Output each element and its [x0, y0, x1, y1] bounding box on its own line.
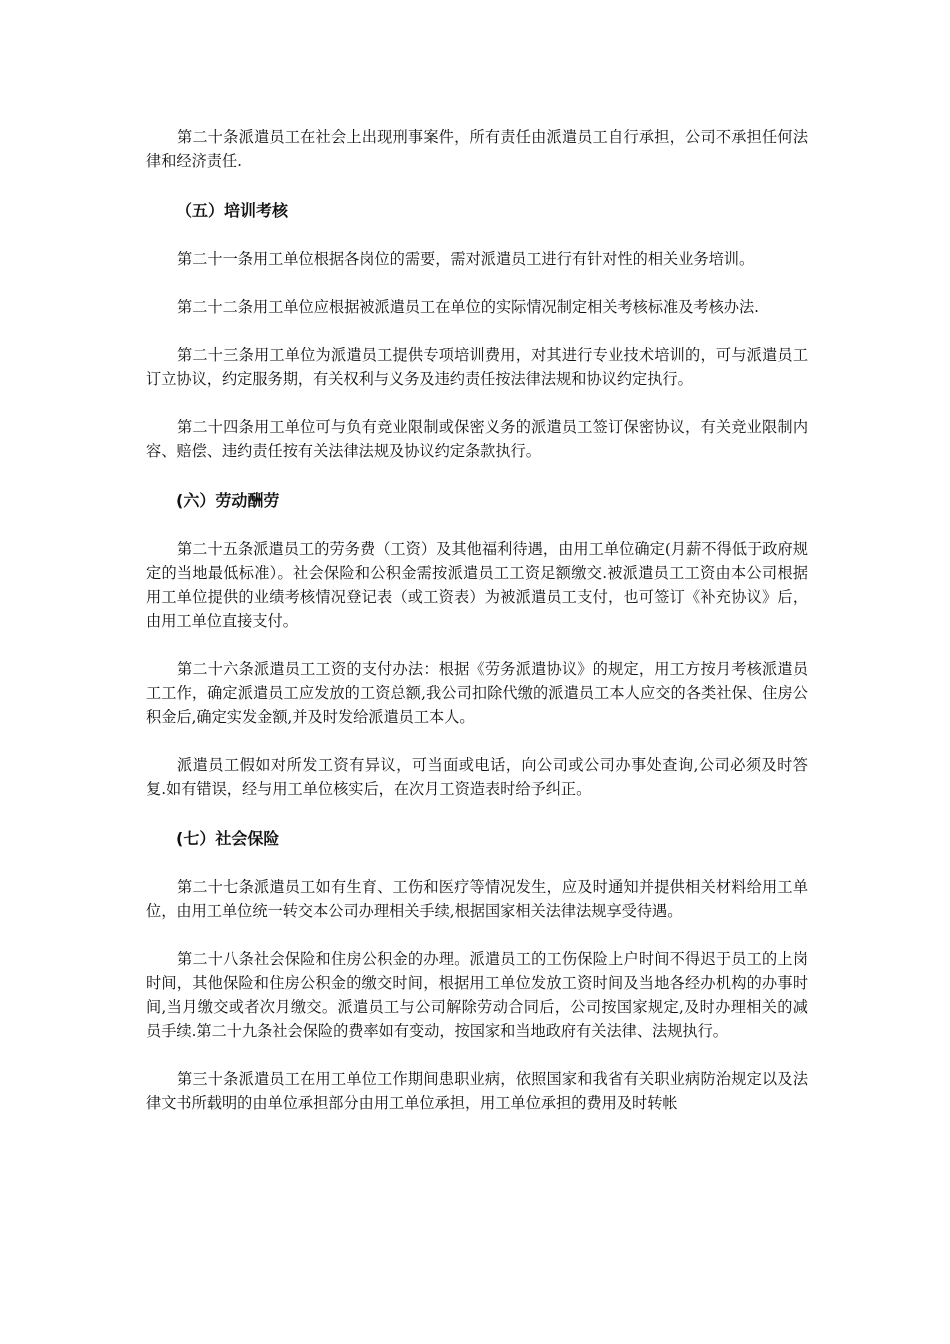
article-25-paragraph: 第二十五条派遣员工的劳务费（工资）及其他福利待遇，由用工单位确定(月薪不得低于政府规定的当地最低标准）。社会保险和公积金需按派遣员工工资足额缴交.被派遣员工工资由本公司根据用工单位提供的业绩考核情况登记表（或工资表）为被派遣员工支付，也可签订《补充协议》后，由用工单位直接支付。: [146, 540, 808, 630]
document-body: [146, 125, 808, 1115]
article-27-paragraph: 第二十七条派遣员工如有生育、工伤和医疗等情况发生，应及时通知并提供相关材料给用工单位，由用工单位统一转交本公司办理相关手续,根据国家相关法律法规享受待遇。: [146, 878, 808, 920]
article-28-paragraph: 第二十八条社会保险和住房公积金的办理。派遣员工的工伤保险上户时间不得迟于员工的上岗时间，其他保险和住房公积金的缴交时间，根据用工单位发放工资时间及当地各经办机构的办事时间,当月缴交或者次月缴交。派遣员工与公司解除劳动合同后，公司按国家规定,及时办理相关的减员手续.第二十九条社会保险的费率如有变动，按国家和当地政府有关法律、法规执行。: [146, 950, 808, 1040]
article-24-paragraph: 第二十四条用工单位可与负有竞业限制或保密义务的派遣员工签订保密协议，有关竞业限制内容、赔偿、违约责任按有关法律法规及协议约定条款执行。: [146, 418, 808, 460]
article-21-paragraph: 第二十一条用工单位根据各岗位的需要，需对派遣员工进行有针对性的相关业务培训。: [177, 250, 755, 268]
article-30-paragraph: 第三十条派遣员工在用工单位工作期间患职业病，依照国家和我省有关职业病防治规定以及法律文书所载明的由单位承担部分由用工单位承担，用工单位承担的费用及时转帐: [146, 1070, 808, 1112]
section-heading-remuneration: (六）劳动酬劳: [176, 491, 280, 510]
article-26-paragraph: 第二十六条派遣员工工资的支付办法：根据《劳务派遣协议》的规定，用工方按月考核派遣员工工作，确定派遣员工应发放的工资总额,我公司扣除代缴的派遣员工本人应交的各类社保、住房公积金后,确定实发金额,并及时发给派遣员工本人。: [146, 660, 808, 726]
article-22-paragraph: 第二十二条用工单位应根据被派遣员工在单位的实际情况制定相关考核标准及考核办法.: [177, 298, 759, 316]
article-23-paragraph: 第二十三条用工单位为派遣员工提供专项培训费用，对其进行专业技术培训的，可与派遣员工订立协议，约定服务期，有关权利与义务及违约责任按法律法规和协议约定执行。: [146, 346, 808, 388]
wage-objection-paragraph: 派遣员工假如对所发工资有异议，可当面或电话，向公司或公司办事处查询,公司必须及时答复.如有错误，经与用工单位核实后，在次月工资造表时给予纠正。: [146, 756, 808, 798]
section-heading-training: （五）培训考核: [176, 201, 289, 220]
article-20-paragraph: 第二十条派遣员工在社会上出现刑事案件，所有责任由派遣员工自行承担，公司不承担任何法律和经济责任.: [146, 128, 808, 170]
section-heading-social-insurance: (七）社会保险: [176, 829, 280, 848]
